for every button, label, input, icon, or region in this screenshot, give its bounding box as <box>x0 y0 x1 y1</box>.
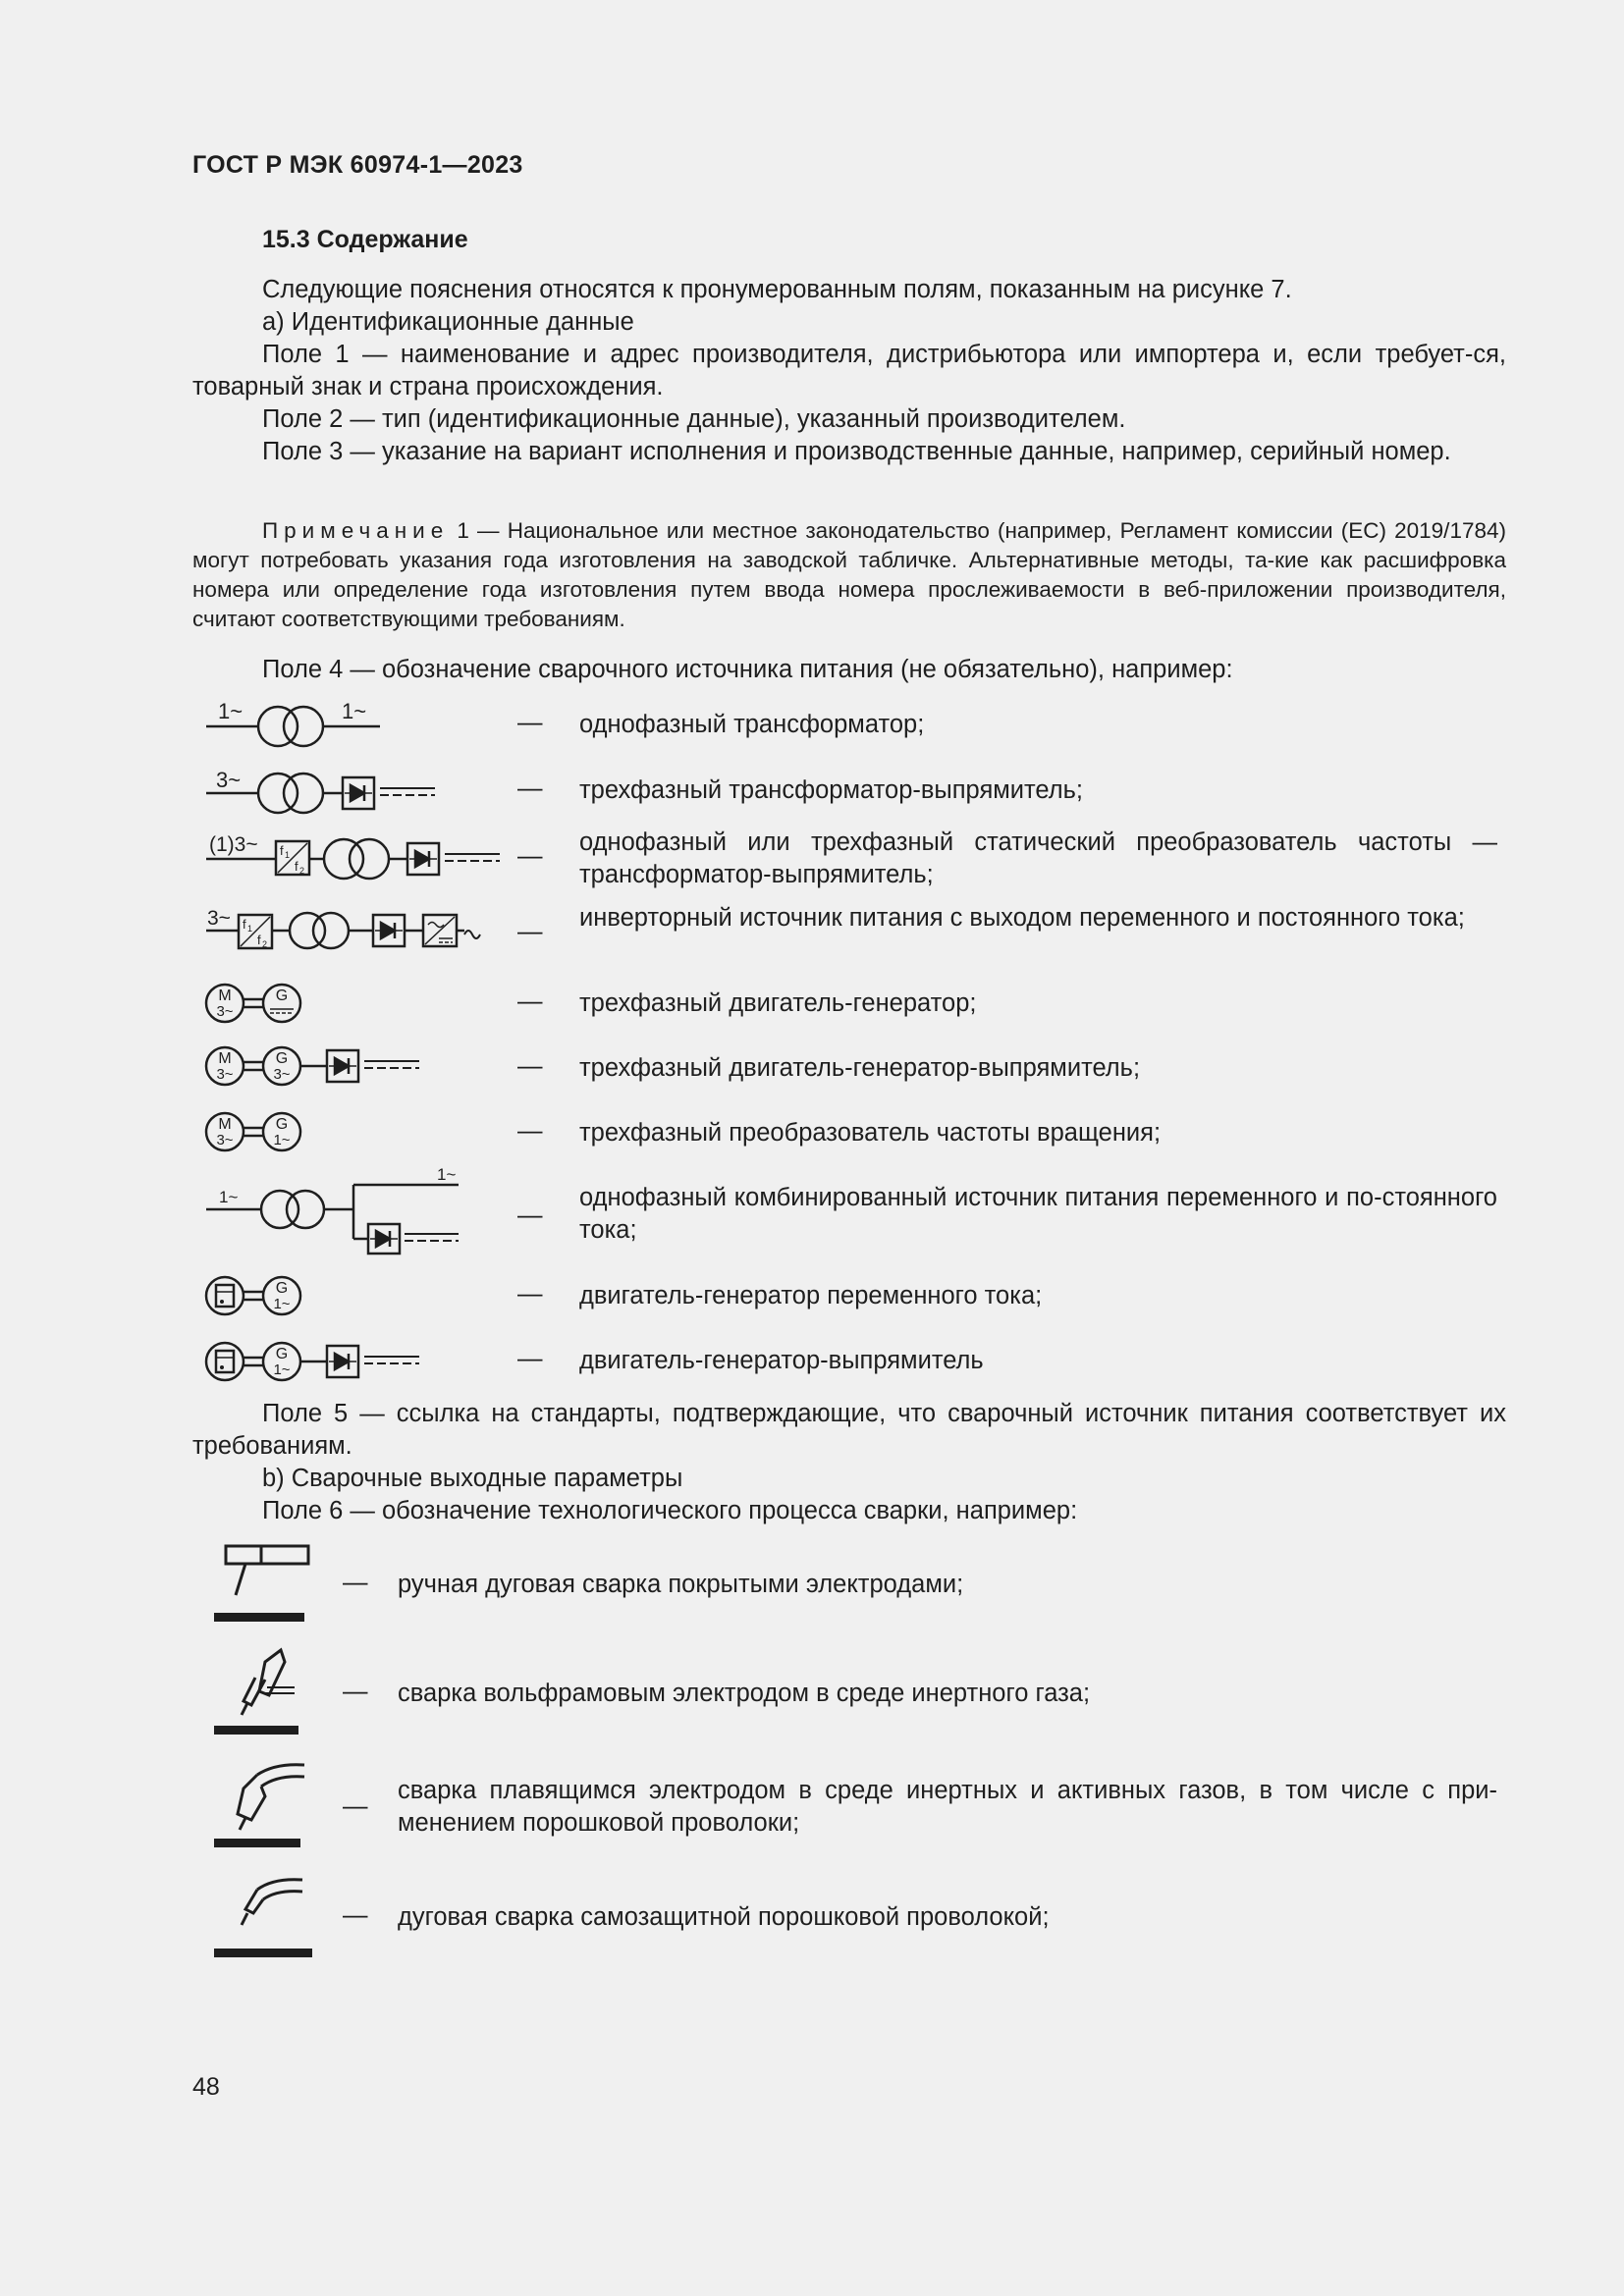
svg-text:3~: 3~ <box>216 1003 234 1020</box>
dash: — <box>517 709 543 736</box>
field6-intro: Поле 6 — обозначение технологического процесса сварки, например: <box>262 1497 1078 1524</box>
mma-welding-process-icon <box>208 1536 316 1625</box>
svg-text:3~: 3~ <box>216 768 242 792</box>
dash: — <box>343 1569 368 1596</box>
self-shielded-flux-cored-process-icon <box>208 1870 316 1963</box>
svg-text:1~: 1~ <box>273 1296 291 1312</box>
field4-item-2: трехфазный трансформатор-выпрямитель; <box>579 776 1084 804</box>
dash: — <box>517 988 543 1015</box>
svg-text:G: G <box>275 1280 289 1297</box>
svg-text:3~: 3~ <box>216 1132 234 1148</box>
field4-item-6: трехфазный двигатель-генератор-выпрямитель; <box>579 1054 1141 1082</box>
engine-generator-ac-symbol <box>201 1271 319 1320</box>
intro-paragraph: Следующие пояснения относятся к пронумерованным полям, показанным на рисунке 7. <box>262 276 1292 303</box>
note-text: 1 — Национальное или местное законодательство (например, Регламент комиссии (ЕС) 2019/1784) могут потребовать указания года изготовления на заводской табличке. Альтернативные методы, та-кие как расшифровка номера или определение года изготовления путем ввода номера прослеживаемости в веб-приложении производителя, считают соответствующими требованиям. <box>192 518 1506 631</box>
dash: — <box>517 774 543 802</box>
svg-text:1~: 1~ <box>342 699 367 723</box>
field6-item-3: сварка плавящимся электродом в среде инертных и активных газов, в том числе с при-менением порошковой проволоки; <box>398 1777 1497 1837</box>
dash: — <box>343 1678 368 1705</box>
svg-text:M: M <box>218 1116 232 1133</box>
dash: — <box>517 842 543 870</box>
field6-item-4: дуговая сварка самозащитной порошковой проволокой; <box>398 1903 1050 1931</box>
field5-paragraph: Поле 5 — ссылка на стандарты, подтверждающие, что сварочный источник питания соответствует их требованиям. <box>192 1400 1506 1460</box>
dash: — <box>343 1792 368 1820</box>
field4-item-4: инверторный источник питания с выходом переменного и постоянного тока; <box>579 904 1465 932</box>
engine-generator-rectifier-symbol <box>201 1337 437 1386</box>
field4-intro: Поле 4 — обозначение сварочного источника питания (не обязательно), например: <box>262 656 1233 683</box>
svg-text:G: G <box>275 1116 289 1133</box>
field4-item-1: однофазный трансформатор; <box>579 711 925 738</box>
motor-generator-three-phase-symbol <box>201 979 319 1028</box>
dash: — <box>517 1117 543 1145</box>
svg-text:G: G <box>275 1346 289 1362</box>
field4-item-9: двигатель-генератор переменного тока; <box>579 1282 1043 1309</box>
frequency-converter-transformer-rectifier-symbol <box>201 829 515 884</box>
inverter-ac-dc-symbol <box>201 903 486 958</box>
svg-text:1~: 1~ <box>273 1132 291 1148</box>
svg-text:f: f <box>257 933 261 947</box>
field1-paragraph: Поле 1 — наименование и адрес производителя, дистрибьютора или импортера и, если требует-ся, товарный знак и страна происхождения. <box>192 341 1506 400</box>
subsection-b-heading: b) Сварочные выходные параметры <box>262 1465 683 1492</box>
svg-text:1~: 1~ <box>218 699 244 723</box>
rotary-frequency-converter-symbol <box>201 1107 319 1156</box>
svg-text:2: 2 <box>262 939 268 949</box>
combined-ac-dc-source-symbol <box>201 1165 466 1256</box>
field3-paragraph: Поле 3 — указание на вариант исполнения и производственные данные, например, серийный номер. <box>262 438 1451 465</box>
field4-item-8: однофазный комбинированный источник питания переменного и по-стоянного тока; <box>579 1184 1497 1244</box>
svg-text:3~: 3~ <box>207 907 231 930</box>
dash: — <box>517 1052 543 1080</box>
svg-text:G: G <box>275 988 289 1004</box>
field6-item-1: ручная дуговая сварка покрытыми электродами; <box>398 1571 964 1598</box>
field4-item-7: трехфазный преобразователь частоты вращения; <box>579 1119 1162 1147</box>
svg-text:M: M <box>218 1050 232 1067</box>
subsection-a-heading: a) Идентификационные данные <box>262 308 634 336</box>
svg-text:1: 1 <box>247 924 253 934</box>
field4-item-3: однофазный или трехфазный статический преобразователь частоты — трансформатор-выпрямитель; <box>579 828 1497 888</box>
svg-text:G: G <box>275 1050 289 1067</box>
dash: — <box>343 1901 368 1929</box>
svg-text:1~: 1~ <box>219 1188 239 1206</box>
svg-text:1~: 1~ <box>437 1165 457 1184</box>
svg-text:1~: 1~ <box>273 1362 291 1378</box>
transformer-single-phase-symbol <box>201 699 388 754</box>
dash: — <box>517 918 543 945</box>
page-number: 48 <box>192 2073 220 2101</box>
svg-text:f: f <box>280 843 284 858</box>
section-title: 15.3 Содержание <box>262 226 468 253</box>
field2-paragraph: Поле 2 — тип (идентификационные данные), указанный производителем. <box>262 405 1126 433</box>
field4-item-10: двигатель-генератор-выпрямитель <box>579 1347 984 1374</box>
motor-generator-rectifier-symbol <box>201 1041 437 1091</box>
transformer-rectifier-three-phase-symbol <box>201 764 447 819</box>
svg-text:3~: 3~ <box>273 1066 291 1083</box>
dash: — <box>517 1345 543 1372</box>
tig-welding-process-icon <box>208 1644 316 1737</box>
field6-item-2: сварка вольфрамовым электродом в среде инертного газа; <box>398 1680 1091 1707</box>
svg-text:(1)3~: (1)3~ <box>209 833 258 856</box>
svg-text:3~: 3~ <box>216 1066 234 1083</box>
dash: — <box>517 1201 543 1229</box>
note-lead: Примечание <box>262 518 450 543</box>
field4-item-5: трехфазный двигатель-генератор; <box>579 989 977 1017</box>
svg-text:1: 1 <box>285 850 291 860</box>
svg-text:f: f <box>243 917 246 932</box>
note-paragraph <box>192 516 1506 634</box>
document-header: ГОСТ Р МЭК 60974-1—2023 <box>192 151 523 179</box>
svg-text:f: f <box>295 859 298 874</box>
mig-mag-welding-process-icon <box>208 1757 316 1850</box>
svg-text:M: M <box>218 988 232 1004</box>
svg-text:2: 2 <box>299 866 305 876</box>
dash: — <box>517 1280 543 1308</box>
